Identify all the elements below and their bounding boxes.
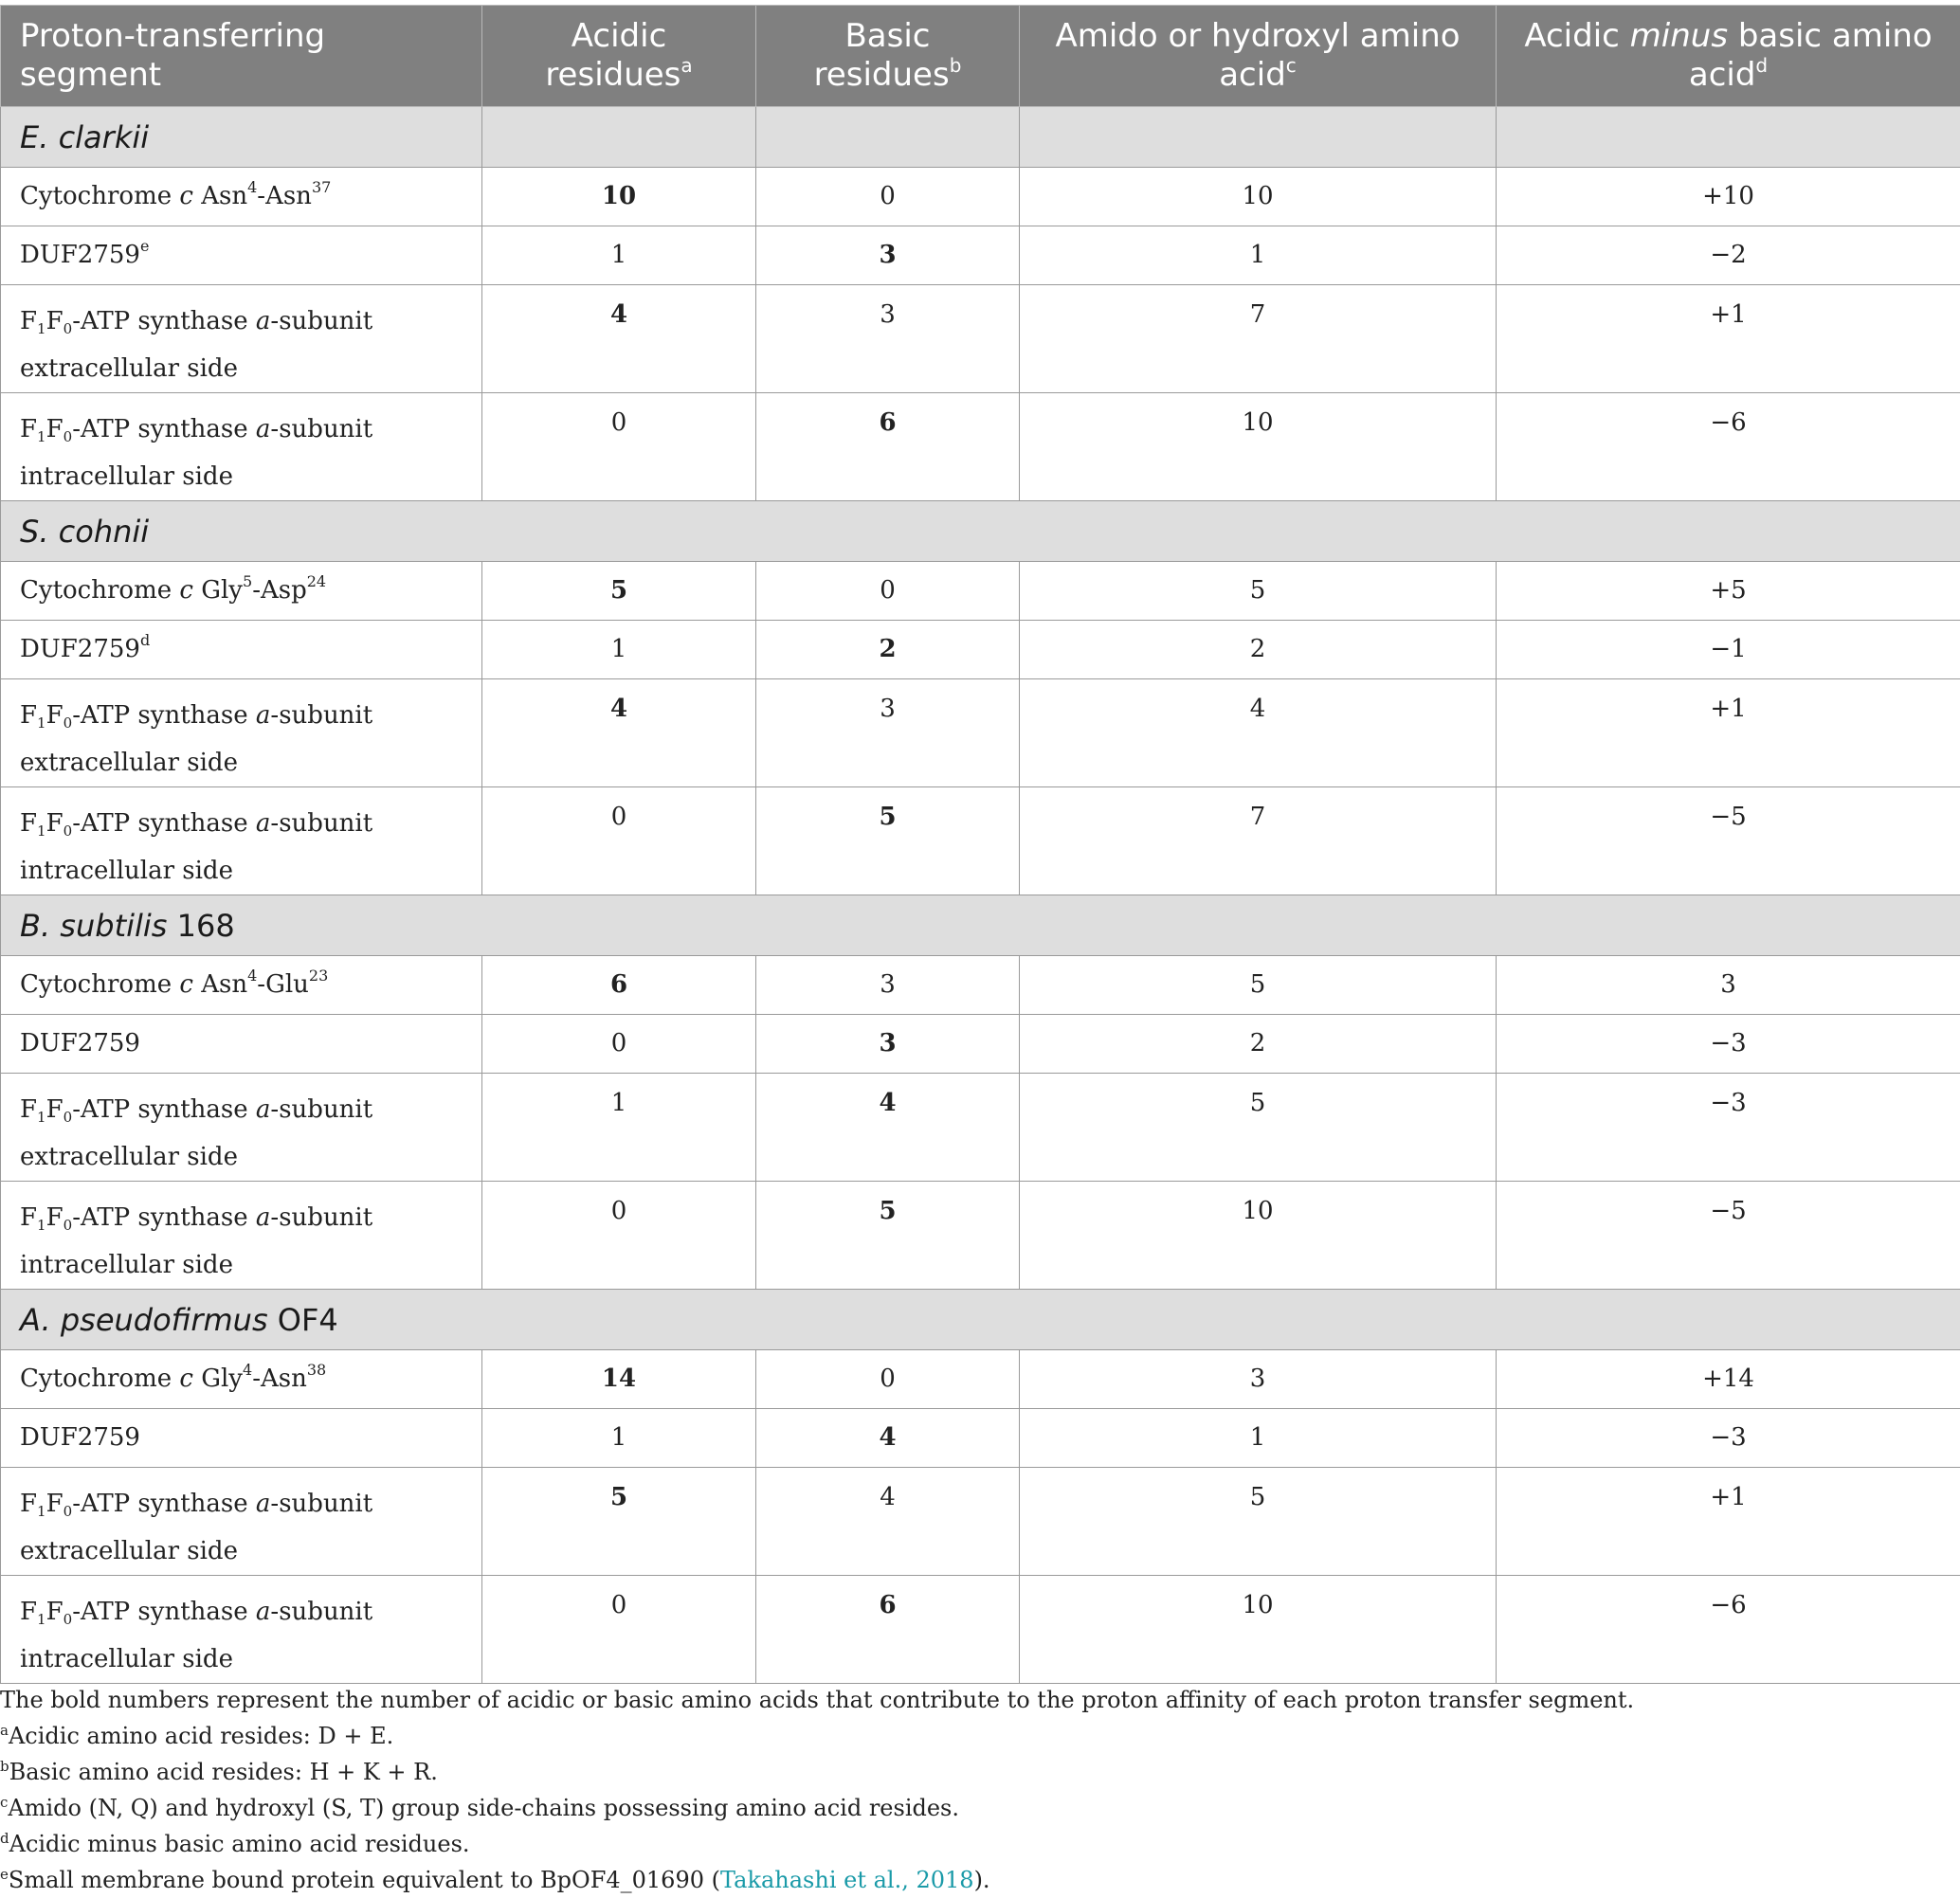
segment-cell: DUF2759$^d$: [1, 621, 482, 679]
header-acidic: Acidic residues$^a$: [482, 6, 756, 107]
segment-cell: $F_1F_0$-ATP synthase a-subunit extracellular side: [1, 1074, 482, 1182]
value-cell: −6: [1497, 1576, 1960, 1684]
footnote-bold: The bold numbers represent the number of acidic or basic amino acids that contribute to the proton affinity of each proton transfer segment.: [0, 1682, 1960, 1718]
value-cell: 5: [482, 1468, 756, 1576]
segment-cell: DUF2759: [1, 1015, 482, 1074]
value-cell: 3: [756, 226, 1020, 285]
segment-cell: $F_1F_0$-ATP synthase a-subunit extracellular side: [1, 285, 482, 393]
value-cell: +1: [1497, 1468, 1960, 1576]
value-cell: 3: [756, 679, 1020, 787]
value-cell: 5: [756, 1182, 1020, 1290]
value-cell: 5: [1020, 562, 1497, 621]
header-segment: Proton-transferring segment: [1, 6, 482, 107]
value-cell: 1: [1020, 226, 1497, 285]
group-empty-cell: [756, 107, 1020, 168]
segment-cell: $F_1F_0$-ATP synthase a-subunit intracellular side: [1, 787, 482, 895]
value-cell: 10: [1020, 393, 1497, 501]
segment-cell: $F_1F_0$-ATP synthase a-subunit extracellular side: [1, 679, 482, 787]
value-cell: 10: [482, 168, 756, 226]
value-cell: −3: [1497, 1409, 1960, 1468]
value-cell: −6: [1497, 393, 1960, 501]
value-cell: 5: [1020, 1074, 1497, 1182]
value-cell: 4: [756, 1409, 1020, 1468]
table-row: [1, 562, 1960, 621]
value-cell: 0: [482, 393, 756, 501]
value-cell: 4: [756, 1468, 1020, 1576]
group-row: [1, 895, 1960, 956]
organism-name: E. clarkii: [1, 107, 482, 168]
group-row: [1, 107, 1960, 168]
value-cell: 3: [1497, 956, 1960, 1015]
value-cell: 3: [1020, 1350, 1497, 1409]
value-cell: 0: [756, 1350, 1020, 1409]
segment-cell: DUF2759e: [1, 226, 482, 285]
segment-cell: Cytochrome c Gly$^4$-Asn$^{38}$: [1, 1350, 482, 1409]
header-amido: Amido or hydroxyl amino acid$^c$: [1020, 6, 1497, 107]
table-row: [1, 1409, 1960, 1468]
group-empty-cell: [1020, 107, 1497, 168]
footnote-b: $^b$Basic amino acid resides: H + K + R.: [0, 1754, 1960, 1790]
value-cell: 1: [482, 226, 756, 285]
value-cell: −1: [1497, 621, 1960, 679]
table-row: [1, 621, 1960, 679]
value-cell: +14: [1497, 1350, 1960, 1409]
table-row: [1, 1468, 1960, 1576]
value-cell: +10: [1497, 168, 1960, 226]
table-row: [1, 226, 1960, 285]
value-cell: +1: [1497, 679, 1960, 787]
table-row: [1, 787, 1960, 895]
table-row: [1, 393, 1960, 501]
value-cell: 4: [756, 1074, 1020, 1182]
value-cell: −5: [1497, 787, 1960, 895]
value-cell: 14: [482, 1350, 756, 1409]
segment-cell: Cytochrome c Asn$^4$-Glu$^{23}$: [1, 956, 482, 1015]
group-empty-cell: [482, 107, 756, 168]
value-cell: 5: [482, 562, 756, 621]
footnote-d: $^d$Acidic minus basic amino acid residues.: [0, 1826, 1960, 1862]
group-row: [1, 501, 1960, 562]
footnote-c: $^c$Amido (N, Q) and hydroxyl (S, T) group side-chains possessing amino acid resides.: [0, 1790, 1960, 1826]
table-row: [1, 1576, 1960, 1684]
group-row: [1, 1290, 1960, 1350]
table-row: [1, 1074, 1960, 1182]
value-cell: 0: [482, 1576, 756, 1684]
group-empty-cell: [1497, 107, 1960, 168]
value-cell: 7: [1020, 787, 1497, 895]
value-cell: 2: [1020, 621, 1497, 679]
table-row: [1, 168, 1960, 226]
table-container: [0, 5, 1960, 1684]
value-cell: 0: [482, 1182, 756, 1290]
segment-cell: $F_1F_0$-ATP synthase a-subunit extracellular side: [1, 1468, 482, 1576]
table-footnotes: [0, 1682, 1960, 1898]
footnote-a: $^a$Acidic amino acid resides: D + E.: [0, 1718, 1960, 1754]
value-cell: 6: [756, 393, 1020, 501]
table-row: [1, 956, 1960, 1015]
table-row: [1, 285, 1960, 393]
header-row: [1, 6, 1960, 107]
table-row: [1, 1182, 1960, 1290]
value-cell: 10: [1020, 1576, 1497, 1684]
citation-link[interactable]: Takahashi et al., 2018: [720, 1867, 974, 1893]
value-cell: 5: [1020, 956, 1497, 1015]
organism-name: A. pseudofirmus OF4: [1, 1290, 1960, 1350]
segment-cell: $F_1F_0$-ATP synthase a-subunit intracellular side: [1, 1576, 482, 1684]
value-cell: 1: [482, 1074, 756, 1182]
value-cell: 7: [1020, 285, 1497, 393]
table-row: [1, 1015, 1960, 1074]
segment-cell: $F_1F_0$-ATP synthase a-subunit intracellular side: [1, 1182, 482, 1290]
value-cell: 5: [1020, 1468, 1497, 1576]
value-cell: 4: [482, 285, 756, 393]
segment-cell: DUF2759: [1, 1409, 482, 1468]
value-cell: 0: [482, 787, 756, 895]
value-cell: 3: [756, 956, 1020, 1015]
value-cell: 1: [482, 1409, 756, 1468]
proton-segment-table: [0, 5, 1960, 1684]
table-row: [1, 679, 1960, 787]
value-cell: 4: [1020, 679, 1497, 787]
organism-name: S. cohnii: [1, 501, 1960, 562]
value-cell: 3: [756, 1015, 1020, 1074]
segment-cell: Cytochrome c Asn$^4$-Asn$^{37}$: [1, 168, 482, 226]
value-cell: 4: [482, 679, 756, 787]
table-body: [1, 107, 1960, 1684]
value-cell: 1: [1020, 1409, 1497, 1468]
value-cell: +5: [1497, 562, 1960, 621]
footnote-e: $^e$Small membrane bound protein equivalent to BpOF4_01690 (Takahashi et al., 2018).: [0, 1862, 1960, 1898]
value-cell: 2: [1020, 1015, 1497, 1074]
value-cell: −3: [1497, 1074, 1960, 1182]
value-cell: 10: [1020, 168, 1497, 226]
table-row: [1, 1350, 1960, 1409]
header-basic: Basic residues$^b$: [756, 6, 1020, 107]
value-cell: 6: [482, 956, 756, 1015]
value-cell: 6: [756, 1576, 1020, 1684]
segment-cell: $F_1F_0$-ATP synthase a-subunit intracellular side: [1, 393, 482, 501]
value-cell: 3: [756, 285, 1020, 393]
value-cell: −5: [1497, 1182, 1960, 1290]
value-cell: 10: [1020, 1182, 1497, 1290]
value-cell: −3: [1497, 1015, 1960, 1074]
value-cell: 2: [756, 621, 1020, 679]
header-acidic-minus-basic: Acidic minus basic amino acid$^d$: [1497, 6, 1960, 107]
organism-name: B. subtilis 168: [1, 895, 1960, 956]
value-cell: +1: [1497, 285, 1960, 393]
value-cell: −2: [1497, 226, 1960, 285]
value-cell: 5: [756, 787, 1020, 895]
value-cell: 0: [756, 168, 1020, 226]
value-cell: 0: [482, 1015, 756, 1074]
segment-cell: Cytochrome c Gly$^5$-Asp$^{24}$: [1, 562, 482, 621]
value-cell: 0: [756, 562, 1020, 621]
value-cell: 1: [482, 621, 756, 679]
